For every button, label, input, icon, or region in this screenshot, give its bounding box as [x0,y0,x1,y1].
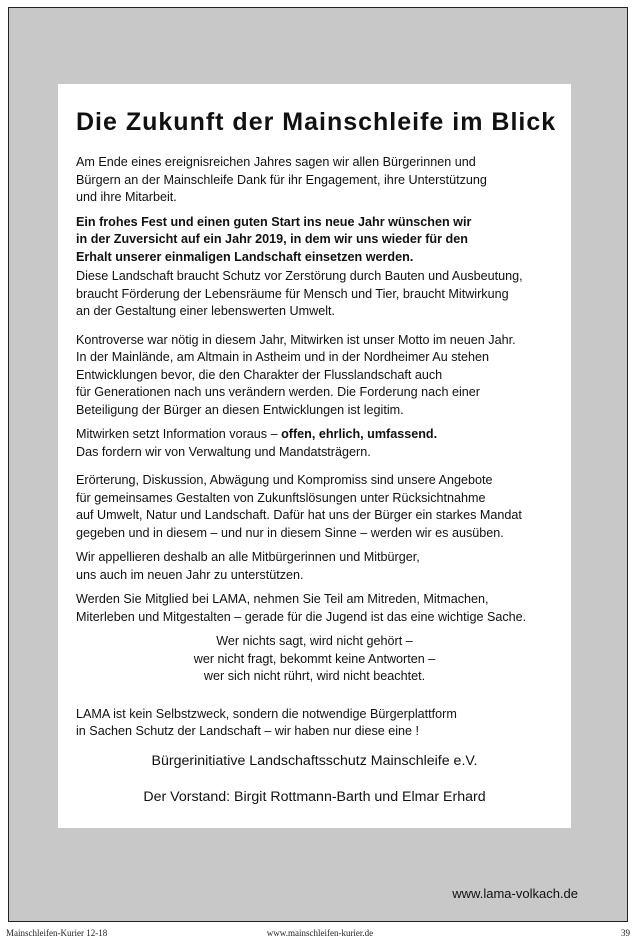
paragraph-appeal: Wir appellieren deshalb an alle Mitbürgerinnen und Mitbürger, uns auch im neuen Jahr zu unterstützen. [76,550,420,582]
article-title: Die Zukunft der Mainschleife im Blick [76,108,557,136]
website-link[interactable]: www.lama-volkach.de [452,886,578,901]
quote: Wer nichts sagt, wird nicht gehört – wer nicht fragt, bekommt keine Antworten – wer sich nicht rührt, wird nicht beachtet. [193,634,436,683]
paragraph-thanks: Am Ende eines ereignisreichen Jahres sagen wir allen Bürgerinnen und Bürgern an der Mainschleife Dank für ihr Engagement, ihre Unterstützung und ihre Mitarbeit. [76,155,487,204]
information-text-start: Mitwirken setzt Information voraus – [76,427,282,441]
paragraph-landscape: Diese Landschaft braucht Schutz vor Zerstörung durch Bauten und Ausbeutung, braucht Förderung der Lebensräume für Mensch und Tier, braucht Mitwirkung an der Gestaltung einer lebenswerten Umwelt. [76,269,523,318]
information-text-end: Das fordern wir von Verwaltung und Mandatsträgern. [76,444,371,459]
footer-page-number: 39 [621,928,630,938]
information-text-bold: offen, ehrlich, umfassend. [281,427,438,441]
paragraph-greeting: Ein frohes Fest und einen guten Start ins neue Jahr wünschen wir in der Zuversicht auf ein Jahr 2019, in dem wir uns wieder für den Erhalt unserer einmaligen Landschaft einsetzen werden. [76,214,472,264]
paragraph-information [76,426,571,461]
footer-website: www.mainschleifen-kurier.de [266,928,374,938]
page-frame [8,7,628,922]
footer-publication: Mainschleifen-Kurier 12-18 [6,928,108,938]
signature-organization: Bürgerinitiative Landschaftsschutz Mainschleife e.V. [151,753,478,769]
signature-board: Der Vorstand: Birgit Rottmann-Barth und Elmar Erhard [143,789,486,805]
paragraph-controversy: Kontroverse war nötig in diesem Jahr, Mitwirken ist unser Motto im neuen Jahr. In der Mainlände, am Altmain in Astheim und in der Nordheimer Au stehen Entwicklungen bevor, die den Charakter der Flusslandschaft auch für Generationen nach uns verändern werden. Die Forderung nach einer Beteiligung der Bürger an diesen Entwicklungen ist legitim. [76,332,516,417]
paragraph-membership: Werden Sie Mitglied bei LAMA, nehmen Sie Teil am Mitreden, Mitmachen, Miterleben und Mitgestalten – gerade für die Jugend ist das eine wichtige Sache. [76,592,527,624]
article-box [58,84,571,828]
paragraph-discussion: Erörterung, Diskussion, Abwägung und Kompromiss sind unsere Angebote für gemeinsames Gestalten von Zukunftslösungen unter Rücksichtnahme auf Umwelt, Natur und Landschaft. Dafür hat uns der Bürger ein starkes Mandat gegeben und in diesem – und nur in diesem Sinne – werden wir es ausüben. [76,473,522,540]
paragraph-platform: LAMA ist kein Selbstzweck, sondern die notwendige Bürgerplattform in Sachen Schutz der Landschaft – wir haben nur diese eine ! [76,706,457,738]
